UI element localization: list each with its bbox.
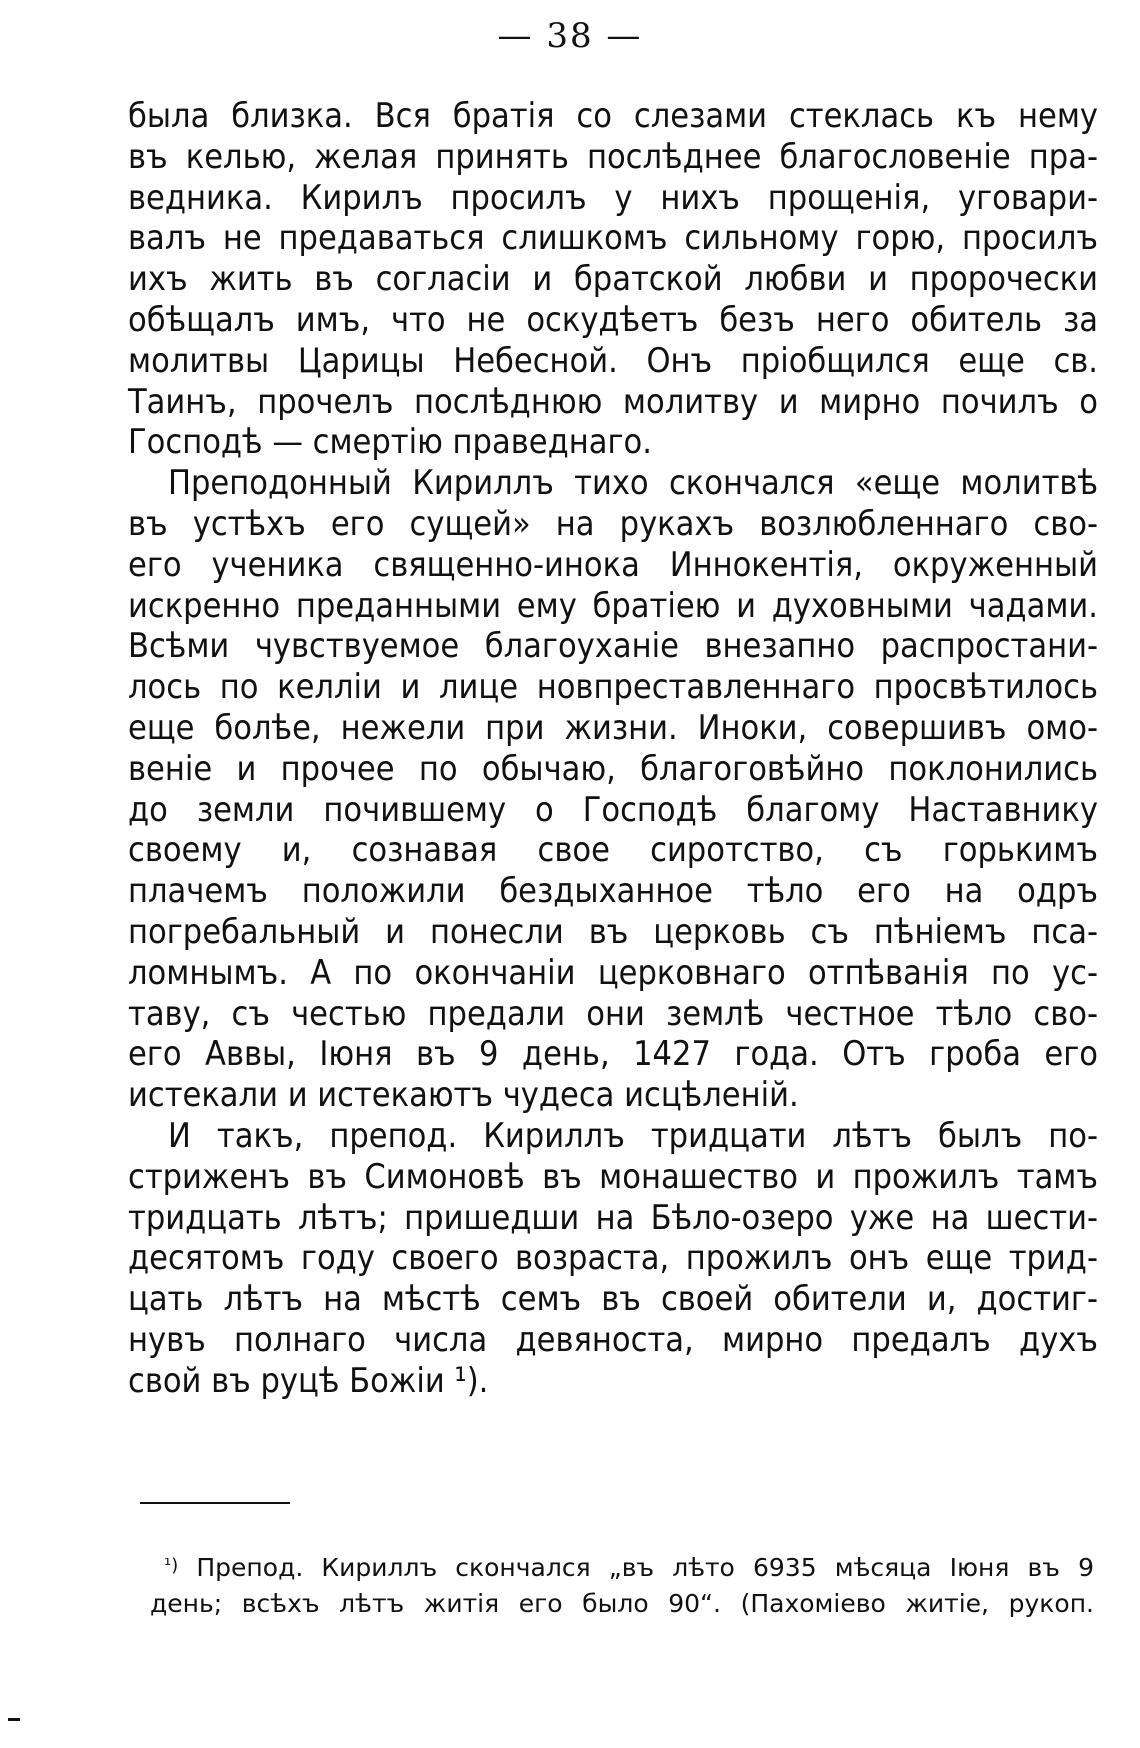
- text-line: въ устѣхъ его сущей» на рукахъ возлюбленнаго сво-: [128, 503, 1098, 544]
- text-line: его Аввы, Іюня въ 9 день, 1427 года. Отъ гроба его: [128, 1034, 1098, 1075]
- text-line: обѣщалъ имъ, что не оскудѣетъ безъ него обитель за: [128, 299, 1098, 340]
- text-line: ведника. Кирилъ просилъ у нихъ прощенія, уговари-: [128, 177, 1098, 218]
- footnote: [150, 1550, 1094, 1622]
- text-line: была близка. Вся братія со слезами стеклась къ нему: [128, 96, 1098, 136]
- text-line: искренно преданными ему братіею и духовными чадами.: [128, 585, 1098, 626]
- text-line: Преподонный Кириллъ тихо скончался «еще молитвѣ: [168, 463, 1098, 504]
- paragraph-3: [128, 1116, 1098, 1402]
- footnote-text: Препод. Кириллъ скончался „въ лѣто 6935 мѣсяца Іюня въ 9: [196, 1553, 1094, 1582]
- text-line: его ученика священно-инока Иннокентія, окруженный: [128, 544, 1098, 585]
- paragraph-1: [128, 96, 1098, 463]
- text-line: до земли почившему о Господѣ благому Наставнику: [128, 789, 1098, 830]
- text-line: плачемъ положили бездыханное тѣло его на одръ: [128, 871, 1098, 912]
- text-line: еще болѣе, нежели при жизни. Иноки, совершивъ омо-: [128, 707, 1098, 748]
- text-line: Всѣми чувствуемое благоуханіе внезапно распростани-: [128, 626, 1098, 667]
- text-line: своему и, сознавая свое сиротство, съ горькимъ: [128, 830, 1098, 871]
- text-line: веніе и прочее по обычаю, благоговѣйно поклонились: [128, 748, 1098, 789]
- paragraph-2: [128, 463, 1098, 1116]
- text-line: погребальный и понесли въ церковь съ пѣніемъ псa-: [128, 911, 1098, 952]
- text-line: истекали и истекаютъ чудеса исцѣленій.: [128, 1075, 799, 1116]
- text-line: Господѣ — смертію праведнаго.: [128, 422, 652, 463]
- text-line: свой въ руцѣ Божіи ¹).: [128, 1360, 489, 1401]
- text-line: таву, съ честью предали они землѣ честное тѣло сво-: [128, 993, 1098, 1034]
- text-line: десятомъ году своего возраста, прожилъ онъ еще трид-: [128, 1238, 1098, 1279]
- text-line: Таинъ, прочелъ послѣднюю молитву и мирно почилъ о: [128, 381, 1098, 422]
- page-number: — 38 —: [497, 16, 643, 56]
- footnote-line: [150, 1550, 1094, 1586]
- text-line: ломнымъ. А по окончаніи церковнаго отпѣванія по ус-: [128, 952, 1098, 993]
- text-line: лось по келліи и лице новпреставленнаго просвѣтилось: [128, 667, 1098, 708]
- footnote-marker: ¹): [164, 1555, 179, 1576]
- footnote-divider: [140, 1502, 290, 1504]
- text-line: нувъ полнаго числа девяноста, мирно предалъ духъ: [128, 1319, 1098, 1360]
- footnote-line: день; всѣхъ лѣтъ житія его было 90“. (Пахоміево житіе, рукоп.: [150, 1589, 1094, 1618]
- text-line: тридцать лѣтъ; пришедши на Бѣло-озеро уже на шести-: [128, 1197, 1098, 1238]
- text-line: валъ не предаваться слишкомъ сильному горю, просилъ: [128, 218, 1098, 259]
- main-text: [128, 96, 1098, 1402]
- text-line: цать лѣтъ на мѣстѣ семъ въ своей обители и, достиг-: [128, 1279, 1098, 1320]
- text-line: И такъ, препод. Кириллъ тридцати лѣтъ былъ по-: [168, 1115, 1098, 1156]
- text-line: молитвы Царицы Небесной. Онъ пріобщился еще св.: [128, 340, 1098, 381]
- margin-mark: [8, 1718, 20, 1721]
- text-line: ихъ жить въ согласіи и братской любви и пророчески: [128, 259, 1098, 300]
- text-line: въ келью, желая принять послѣднее благословеніе пра-: [128, 136, 1098, 177]
- text-line: стриженъ въ Симоновѣ въ монашество и прожилъ тамъ: [128, 1156, 1098, 1197]
